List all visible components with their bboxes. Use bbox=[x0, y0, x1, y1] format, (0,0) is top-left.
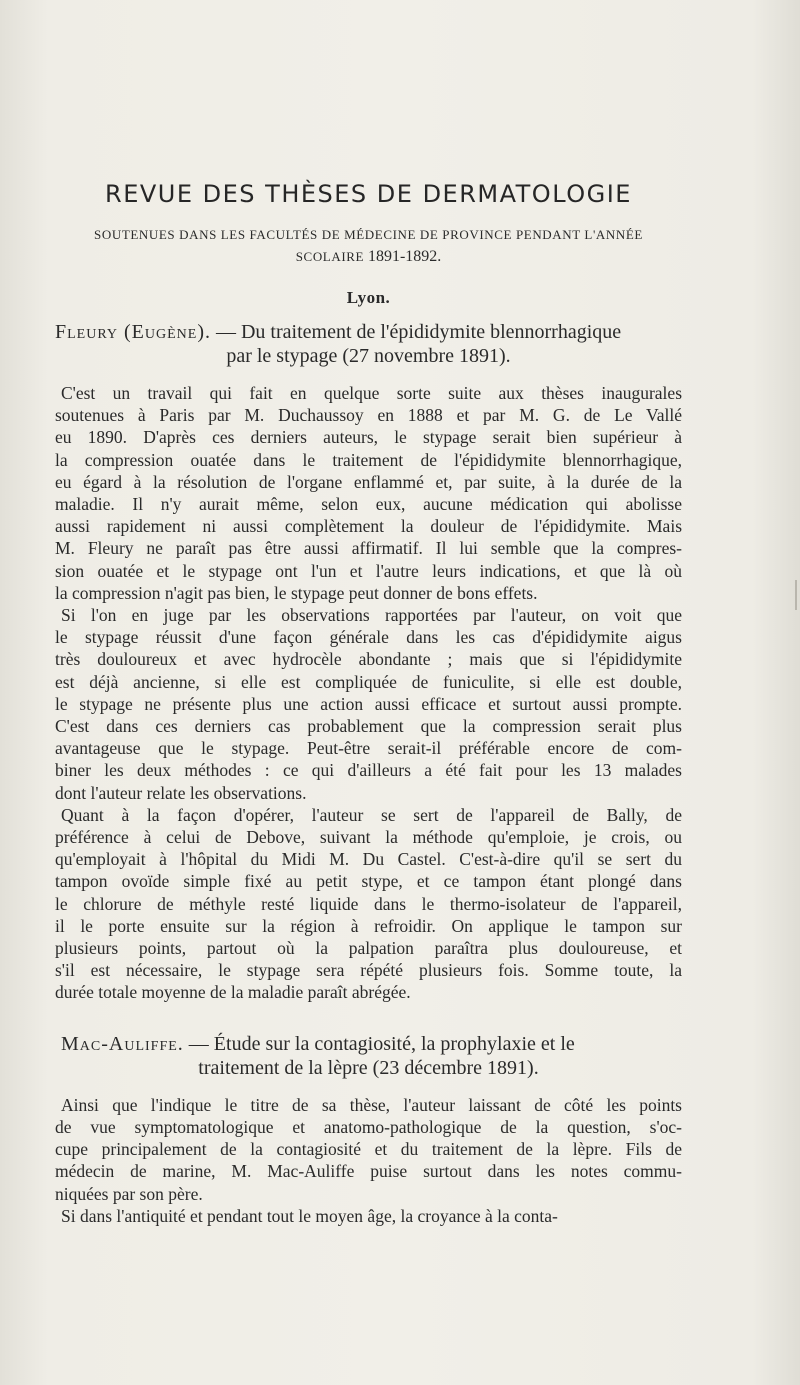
text-line: Quant à la façon d'opérer, l'auteur se sert de l'appareil de Bally, de bbox=[61, 804, 682, 825]
text-line: la compression ouatée dans le traitement de l'épididymite blennorrhagique, bbox=[55, 449, 682, 470]
entry-2-paragraph-2 bbox=[55, 1205, 682, 1227]
subtitle-year: 1891-1892. bbox=[367, 248, 442, 265]
text-line: tampon ovoïde simple fixé au petit stype, et ce tampon étant plongé dans bbox=[55, 871, 682, 892]
text-line: niquées par son père. bbox=[55, 1183, 203, 1204]
subtitle-line-2 bbox=[55, 246, 682, 268]
text-line: très douloureux et avec hydrocèle abondante ; mais que si l'épididymite bbox=[55, 649, 682, 670]
text-line: cupe principalement de la contagiosité et du traitement de la lèpre. Fils de bbox=[55, 1139, 682, 1160]
text-line: soutenues à Paris par M. Duchaussoy en 1888 et par M. G. de Le Vallé bbox=[55, 405, 682, 426]
text-line: M. Fleury ne paraît pas être aussi affirmatif. Il lui semble que la compres- bbox=[55, 538, 682, 559]
entry-2-title-line-2: traitement de la lèpre (23 décembre 1891). bbox=[198, 1056, 539, 1079]
text-line: dont l'auteur relate les observations. bbox=[55, 782, 307, 803]
entry-1-title-line-1 bbox=[55, 320, 682, 344]
text-line: qu'employait à l'hôpital du Midi M. Du Castel. C'est-à-dire qu'il se sert du bbox=[55, 849, 682, 870]
entry-1-title-start: — Du traitement de l'épididymite blennorrhagique bbox=[210, 321, 622, 343]
text-line: sion ouatée et le stypage ont l'un et l'autre leurs indications, et que là où bbox=[55, 560, 682, 581]
entry-2-title-start: — Étude sur la contagiosité, la prophylaxie et le bbox=[183, 1032, 575, 1055]
entry-2-paragraph-1 bbox=[55, 1094, 682, 1205]
subtitle-prefix: SCOLAIRE bbox=[295, 249, 368, 264]
text-line: de vue symptomatologique et anatomo-pathologique de la question, s'oc- bbox=[55, 1116, 682, 1137]
text-line: le chlorure de méthyle resté liquide dans le thermo-isolateur de l'appareil, bbox=[55, 893, 682, 914]
entry-1-title-line-2: par le stypage (27 novembre 1891). bbox=[226, 345, 511, 367]
text-line: le stypage réussit d'une façon générale dans les cas d'épididymite aigus bbox=[55, 627, 682, 648]
text-line: il le porte ensuite sur la région à refroidir. On applique le tampon sur bbox=[55, 915, 682, 936]
text-line: médecin de marine, M. Mac-Auliffe puise surtout dans les notes commu- bbox=[55, 1161, 682, 1182]
page-edge-mark bbox=[795, 580, 797, 610]
city-heading: Lyon. bbox=[346, 288, 391, 307]
text-line: C'est un travail qui fait en quelque sorte suite aux thèses inaugurales bbox=[61, 383, 682, 403]
article-body bbox=[55, 180, 682, 1227]
entry-2-heading bbox=[55, 1032, 682, 1080]
entry-separator bbox=[55, 1004, 682, 1032]
text-line: durée totale moyenne de la maladie paraît abrégée. bbox=[55, 982, 411, 1003]
text-line: s'il est nécessaire, le stypage sera répété plusieurs fois. Somme toute, la bbox=[55, 960, 682, 981]
subtitle-line-1: SOUTENUES DANS LES FACULTÉS DE MÉDECINE DE PROVINCE PENDANT L'ANNÉE bbox=[94, 227, 643, 242]
text-line: eu égard à la résolution de l'organe enflammé et, par suite, à la durée de la bbox=[55, 471, 682, 492]
journal-section-title: REVUE DES THÈSES DE DERMATOLOGIE bbox=[105, 180, 632, 208]
text-line: Si dans l'antiquité et pendant tout le moyen âge, la croyance à la conta- bbox=[61, 1205, 558, 1226]
entry-1-heading bbox=[55, 320, 682, 368]
entry-2-author: Mac-Auliffe. bbox=[61, 1032, 184, 1055]
text-line: la compression n'agit pas bien, le stypage peut donner de bons effets. bbox=[55, 582, 538, 603]
entry-1-paragraph-1 bbox=[55, 382, 682, 604]
text-line: Si l'on en juge par les observations rapportées par l'auteur, on voit que bbox=[61, 605, 682, 626]
text-line: eu 1890. D'après ces derniers auteurs, le stypage serait bien supérieur à bbox=[55, 427, 682, 448]
text-line: C'est dans ces derniers cas probablement que la compression serait plus bbox=[55, 716, 682, 737]
text-line: est déjà ancienne, si elle est compliquée de funiculite, si elle est double, bbox=[55, 671, 682, 692]
entry-1-paragraph-2 bbox=[55, 604, 682, 804]
text-line: préférence à celui de Debove, suivant la méthode qu'emploie, je crois, ou bbox=[55, 827, 682, 848]
text-line: aussi rapidement ni aussi complètement la douleur de l'épididymite. Mais bbox=[55, 516, 682, 537]
text-line: avantageuse que le stypage. Peut-être serait-il préférable encore de com- bbox=[55, 738, 682, 759]
entry-1-paragraph-3 bbox=[55, 804, 682, 1004]
text-line: maladie. Il n'y aurait même, selon eux, aucune médication qui abolisse bbox=[55, 494, 682, 515]
entry-2-title-line-1 bbox=[55, 1032, 682, 1056]
text-line: Ainsi que l'indique le titre de sa thèse, l'auteur laissant de côté les points bbox=[61, 1094, 682, 1115]
text-line: plusieurs points, partout où la palpation paraîtra plus douloureuse, et bbox=[55, 938, 682, 959]
text-line: biner les deux méthodes : ce qui d'ailleurs a été fait pour les 13 malades bbox=[55, 760, 682, 781]
section-subtitle bbox=[55, 224, 682, 268]
entry-1-author: Fleury (Eugène). bbox=[55, 321, 211, 343]
text-line: le stypage ne présente plus une action aussi efficace et surtout aussi prompte. bbox=[55, 693, 682, 714]
